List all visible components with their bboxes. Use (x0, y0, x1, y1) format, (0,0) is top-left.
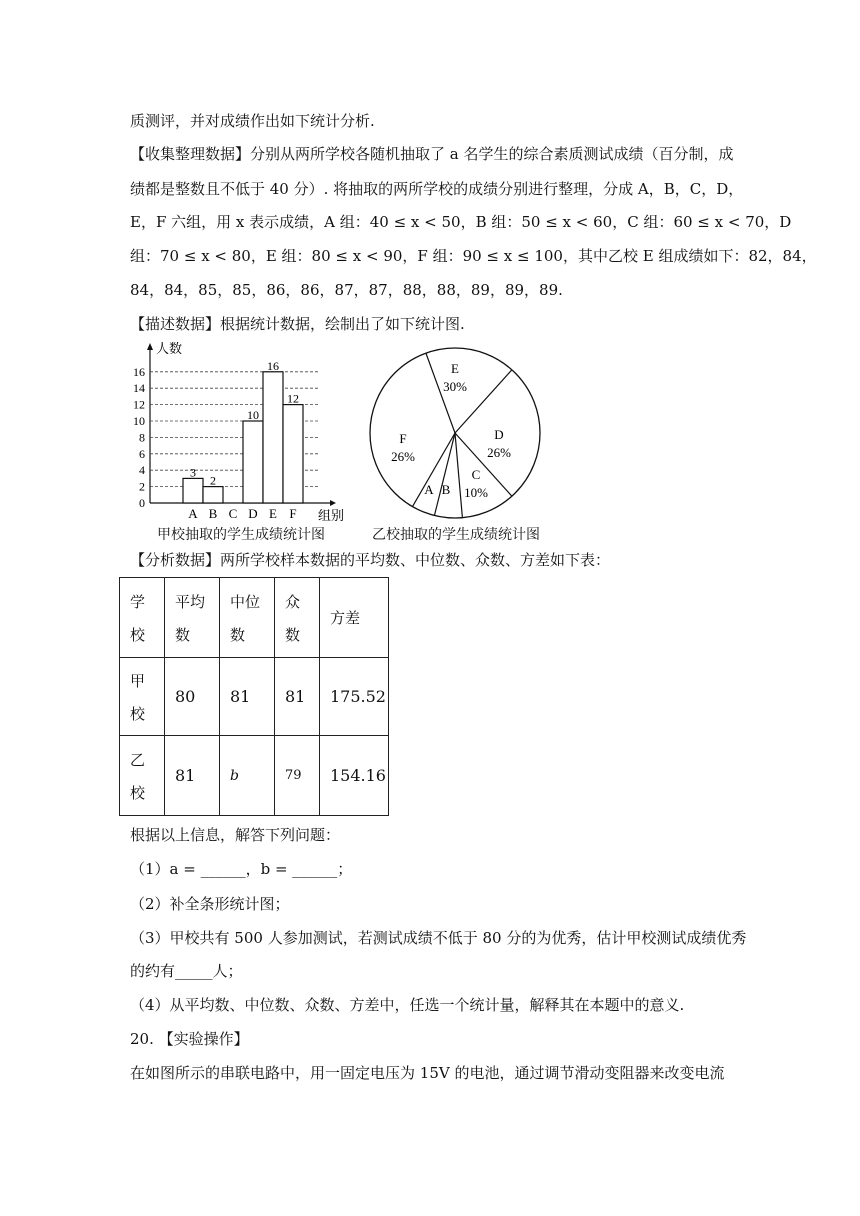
bar-value-label: 16 (267, 358, 279, 373)
table-header-cell (320, 578, 389, 658)
text-line-4: E，F 六组，用 x 表示成绩，A 组：40 ≤ x < 50，B 组：50 ≤ x < 60，C 组：60 ≤ x < 70，D (130, 213, 792, 231)
x-tick-label: A (188, 506, 198, 521)
text-line-8: 【分析数据】两所学校样本数据的平均数、中位数、众数、方差如下表： (130, 551, 611, 569)
table-header-cell (165, 578, 220, 658)
text-line-6: 84，84，85，85，86，86，87，87，88，88，89，89，89. (130, 281, 563, 299)
table-header-row (120, 578, 389, 658)
pie-chart-title: 乙校抽取的学生成绩统计图 (372, 527, 540, 543)
y-tick-label: 2 (139, 479, 145, 494)
header-mode: 众 数 (285, 592, 301, 644)
problem-20-text: 在如图所示的串联电路中，用一固定电压为 15V 的电池，通过调节滑动变阻器来改变电流 (130, 1064, 725, 1082)
table-cell: b (220, 736, 275, 816)
pie-slice-pct: 10% (464, 485, 488, 500)
pie-slice-label: E (451, 361, 459, 376)
text-line-9: 根据以上信息，解答下列问题： (130, 826, 341, 844)
header-variance: 方差 (330, 609, 361, 627)
bar (203, 487, 223, 503)
pie-slice-pct: 26% (487, 445, 511, 460)
bar-value-label: 12 (287, 391, 299, 406)
y-tick-label: 0 (139, 496, 145, 510)
table-cell: 81 (275, 658, 320, 736)
text-line-7: 【描述数据】根据统计数据，绘制出了如下统计图. (130, 315, 465, 333)
y-axis-arrow (147, 343, 153, 350)
table-header-cell (220, 578, 275, 658)
y-tick-label: 14 (133, 381, 145, 396)
question-3: （3）甲校共有 500 人参加测试，若测试成绩不低于 80 分的为优秀，估计甲校测试成绩优秀 (130, 929, 747, 947)
header-median: 中位 数 (230, 592, 261, 644)
row-school: 甲 校 (130, 671, 146, 723)
row-school: 乙 校 (130, 750, 146, 802)
y-axis-label: 人数 (156, 341, 183, 356)
bar (263, 372, 283, 503)
header-mean: 平均 数 (175, 592, 206, 644)
table-row (120, 736, 389, 816)
bar-chart (120, 340, 360, 525)
table-cell: 154.16 (320, 736, 389, 816)
pie-slice-label: C (471, 467, 481, 482)
question-1: （1）a = ______，b = ______； (130, 860, 353, 878)
y-tick-label: 12 (133, 397, 145, 412)
x-axis-label: 组别 (318, 508, 345, 523)
pie-slice-pct: 30% (443, 379, 467, 394)
pie-slice-label: D (494, 427, 504, 442)
question-3-cont: 的约有_____人； (130, 962, 243, 980)
x-tick-label: E (269, 506, 277, 521)
table-cell: 81 (165, 736, 220, 816)
text-line-3: 绩都是整数且不低于 40 分）. 将抽取的两所学校的成绩分别进行整理，分成 A，B，C，D， (130, 180, 744, 198)
pie-slice-label: F (399, 431, 407, 446)
bar-chart-title: 甲校抽取的学生成绩统计图 (157, 527, 325, 543)
problem-20-heading: 20. 【实验操作】 (130, 1030, 249, 1048)
table-cell: 81 (220, 658, 275, 736)
pie-slice-pct: 26% (391, 449, 415, 464)
pie-slice-label: A (424, 482, 434, 497)
x-tick-label: D (248, 506, 258, 521)
text-line-5: 组：70 ≤ x < 80，E 组：80 ≤ x < 90，F 组：90 ≤ x ≤ 100，其中乙校 E 组成绩如下：82，84， (130, 247, 817, 265)
y-tick-label: 10 (133, 414, 145, 428)
pie-chart (365, 345, 565, 525)
bar (183, 478, 203, 503)
text-line-2: 【收集整理数据】分别从两所学校各随机抽取了 a 名学生的综合素质测试成绩（百分制，成 (130, 145, 734, 163)
x-axis-arrow (330, 500, 336, 506)
bar-value-label: 3 (190, 465, 196, 480)
table-row (120, 658, 389, 736)
bar-value-label: 2 (210, 473, 216, 488)
text-line-1: 质测评，并对成绩作出如下统计分析. (130, 112, 375, 130)
table-cell (120, 658, 165, 736)
y-tick-label: 6 (139, 446, 145, 461)
bar (283, 405, 303, 503)
table-cell: 175.52 (320, 658, 389, 736)
table-cell: 79 (275, 736, 320, 816)
y-tick-label: 8 (139, 430, 145, 445)
bar (243, 421, 263, 503)
y-tick-label: 16 (133, 364, 145, 379)
table-header-cell (120, 578, 165, 658)
header-school: 学 校 (130, 592, 146, 644)
stats-table (119, 577, 389, 816)
table-cell (120, 736, 165, 816)
table-cell: 80 (165, 658, 220, 736)
x-tick-label: F (289, 506, 297, 521)
x-tick-label: B (208, 506, 218, 521)
table-header-cell (275, 578, 320, 658)
question-4: （4）从平均数、中位数、众数、方差中，任选一个统计量，解释其在本题中的意义. (130, 996, 685, 1014)
pie-slice-label: B (441, 482, 451, 497)
x-tick-label: C (228, 506, 238, 521)
question-2: （2）补全条形统计图； (130, 895, 290, 913)
bar-value-label: 10 (247, 408, 259, 422)
y-tick-label: 4 (139, 463, 145, 478)
